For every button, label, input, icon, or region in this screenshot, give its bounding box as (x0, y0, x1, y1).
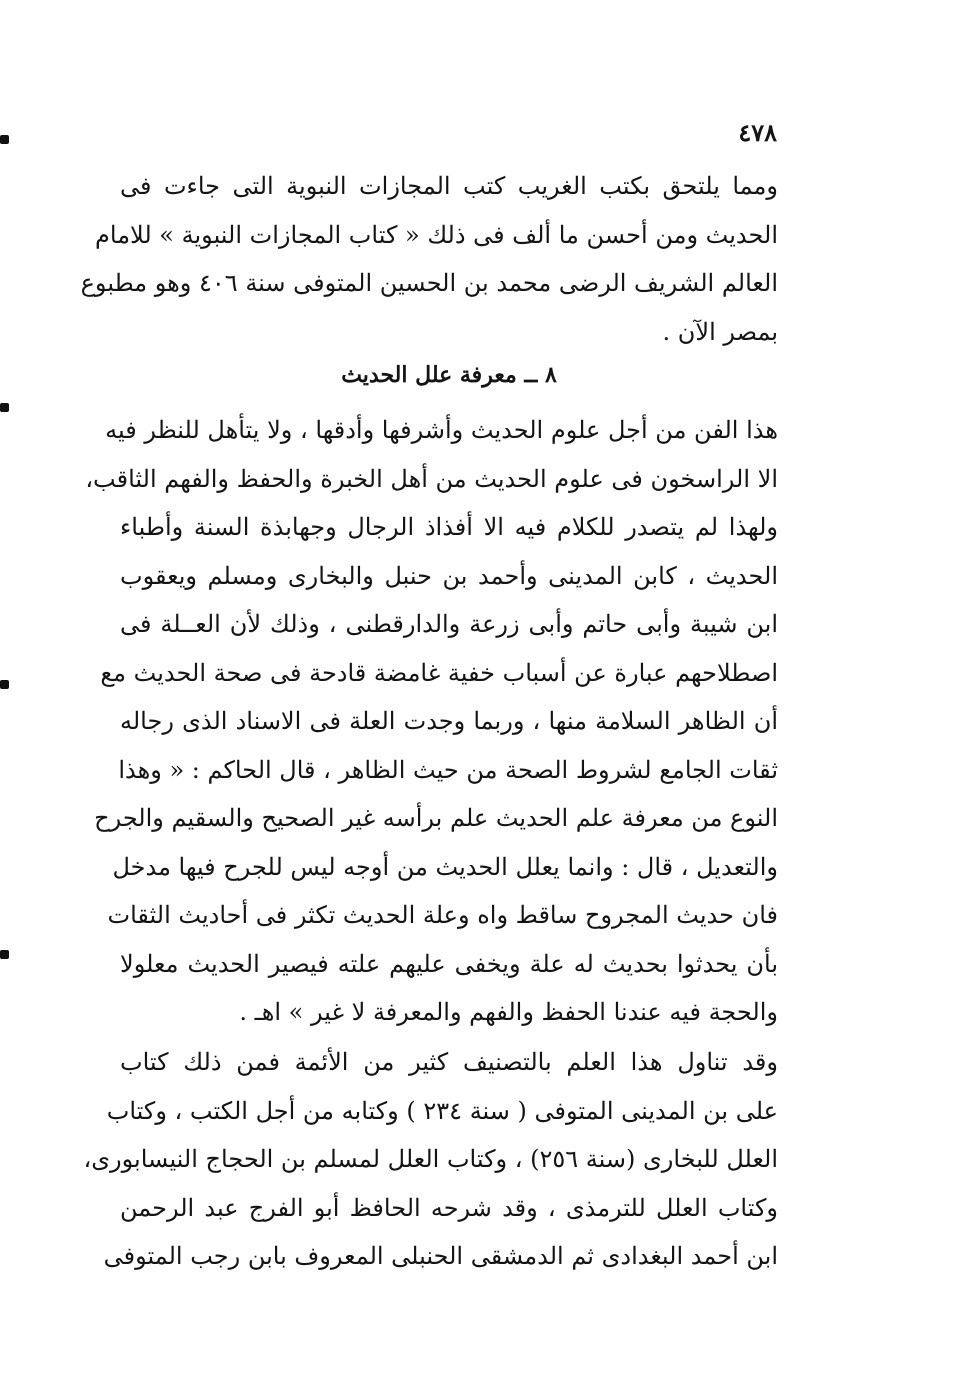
page-number: ٤٧٨ (738, 118, 777, 147)
text-line: الحديث ، كابن المدينى وأحمد بن حنبل والبخارى ومسلم ويعقوب (120, 561, 778, 590)
text-line: النوع من معرفة علم الحديث علم برأسه غير الصحيح والسقيم والجرح (94, 804, 778, 832)
text-line: وكتاب العلل للترمذى ، وقد شرحه الحافظ أبو الفرج عبد الرحمن (120, 1193, 778, 1222)
text-line: فان حديث المجروح ساقط واه وعلة الحديث تكثر فى أحاديث الثقات (107, 901, 778, 929)
text-line: على بن المدينى المتوفى ( سنة ٢٣٤ ) وكتابه من أجل الكتب ، وكتاب (106, 1096, 778, 1125)
text-line: ابن أحمد البغدادى ثم الدمشقى الحنبلى المعروف بابن رجب المتوفى (103, 1242, 778, 1270)
paragraph-books (83, 1038, 778, 1281)
text-line: ومما يلتحق بكتب الغريب كتب المجازات النبوية التى جاءت فى (120, 172, 779, 200)
section-heading: ٨ ــ معرفة علل الحديث (341, 362, 557, 388)
text-line: ابن شيبة وأبى حاتم وأبى زرعة والدارقطنى ، وذلك لأن العــلة فى (120, 610, 778, 638)
margin-mark (0, 680, 9, 689)
text-line: بأن يحدثوا بحديث له علة ويخفى عليهم علته فيصير الحديث معلولا (120, 949, 778, 978)
text-line: والحجة فيه عندنا الحفظ والفهم والمعرفة لا غير » اهـ . (239, 998, 778, 1026)
text-line: الا الراسخون فى علوم الحديث من أهل الخبرة والحفظ والفهم الثاقب، (85, 464, 778, 493)
text-line: أن الظاهر السلامة منها ، وربما وجدت العلة فى الاسناد الذى رجاله (120, 707, 778, 735)
text-line: والتعديل ، قال : وانما يعلل الحديث من أوجه ليس للجرح فيها مدخل (112, 852, 778, 881)
text-line: بمصر الآن . (662, 317, 778, 346)
margin-mark (0, 135, 9, 144)
text-line: ثقات الجامع لشروط الصحة من حيث الظاهر ، قال الحاكم : « وهذا (118, 755, 778, 784)
text-line: وقد تناول هذا العلم بالتصنيف كثير من الأئمة فمن ذلك كتاب (120, 1048, 778, 1076)
margin-mark (0, 403, 9, 412)
paragraph-intro (80, 162, 779, 356)
margin-mark (0, 950, 9, 959)
text-line: اصطلاحهم عبارة عن أسباب خفية غامضة قادحة فى صحة الحديث مع (100, 658, 778, 687)
paragraph-main (85, 406, 778, 1037)
text-line: العلل للبخارى (سنة ٢٥٦) ، وكتاب العلل لمسلم بن الحجاج النيسابورى، (83, 1145, 778, 1173)
text-line: العالم الشريف الرضى محمد بن الحسين المتوفى سنة ٤٠٦ وهو مطبوع (80, 269, 778, 297)
text-line: الحديث ومن أحسن ما ألف فى ذلك « كتاب المجازات النبوية » للامام (95, 220, 778, 249)
text-line: ولهذا لم يتصدر للكلام فيه الا أفذاذ الرجال وجهابذة السنة وأطباء (120, 513, 778, 541)
text-line: هذا الفن من أجل علوم الحديث وأشرفها وأدقها ، ولا يتأهل للنظر فيه (105, 416, 778, 444)
